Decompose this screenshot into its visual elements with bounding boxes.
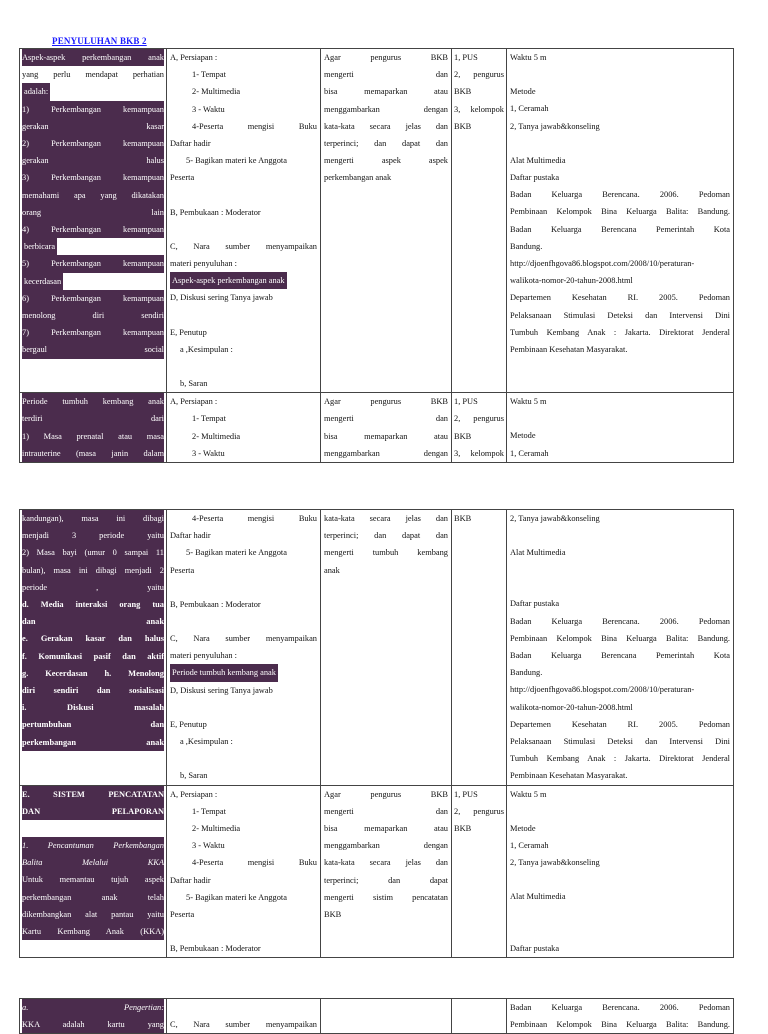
reference-line: Badan Keluarga Berencana Pemerintah Kota <box>510 224 730 234</box>
material-cell <box>20 510 167 786</box>
material-line: 3) Perkembangan kemampuan <box>22 169 164 186</box>
step-line: Daftar hadir <box>170 139 211 149</box>
objective-line: menggambarkan dengan <box>324 841 448 851</box>
step-line: 1- Tempat <box>192 414 226 424</box>
objective-cell <box>321 999 452 1034</box>
method-line: Alat Multimedia <box>510 892 566 902</box>
material-line: perkembangan anak <box>22 734 164 751</box>
material-line: menjadi 3 periode yaitu <box>22 527 164 544</box>
target-line: BKB <box>454 514 472 523</box>
material-line: d. Media interaksi orang tua <box>22 596 164 613</box>
objective-line: terperinci; dan dapat dan <box>324 139 448 149</box>
reference-line: Pembinaan Kelompok Bina Keluarga Balita: Bandung. <box>510 633 730 643</box>
reference-line: walikota-nomor-20-tahun-2008.html <box>510 276 633 286</box>
material-line: gerakan kasar <box>22 118 164 135</box>
method-line: Alat Multimedia <box>510 548 566 558</box>
material-cell <box>20 999 167 1034</box>
method-line: 2, Tanya jawab&konseling <box>510 121 600 131</box>
objective-cell <box>321 393 452 463</box>
method-line: Alat Multimedia <box>510 155 566 165</box>
activity-cell <box>167 785 321 958</box>
material-line: intrauterine (masa janin dalam <box>22 445 164 462</box>
objective-line: mengerti sistim pencatatan <box>324 892 448 902</box>
page-title: PENYULUHAN BKB 2 <box>52 36 147 46</box>
objective-line: mengerti dan <box>324 414 448 424</box>
step-line: b, Saran <box>180 771 208 781</box>
target-cell <box>452 393 507 463</box>
reference-line: Bandung. <box>510 668 543 678</box>
material-line: kecerdasan <box>22 273 164 290</box>
target-cell <box>452 49 507 393</box>
target-line: 2, pengurus <box>454 806 504 816</box>
objective-line: bisa memaparkan atau <box>324 824 448 834</box>
table-row <box>20 393 734 463</box>
material-line: orang lain <box>22 204 164 221</box>
reference-line: Badan Keluarga Berencana. 2006. Pedoman <box>510 1003 730 1012</box>
step-line: 5- Bagikan materi ke Anggota <box>186 892 287 902</box>
method-line: Waktu 5 m <box>510 789 547 799</box>
step-line: B, Pembukaan : Moderator <box>170 599 261 609</box>
method-cell <box>507 785 734 958</box>
objective-cell <box>321 49 452 393</box>
materi-highlight: Aspek-aspek perkembangan anak <box>170 272 317 289</box>
method-line: 2, Tanya jawab&konseling <box>510 858 600 868</box>
table-row <box>20 510 734 786</box>
reference-line: http://djoenfhgova86.blogspot.com/2008/10/peraturan- <box>510 259 695 269</box>
method-line: Waktu 5 m <box>510 53 547 62</box>
method-cell <box>507 49 734 393</box>
reference-line: http://djoenfhgova86.blogspot.com/2008/10/peraturan- <box>510 685 695 695</box>
material-line: i. Diskusi masalah <box>22 699 164 716</box>
material-line: Aspek-aspek perkembangan anak <box>22 49 164 66</box>
step-line: 4-Peserta mengisi Buku <box>192 121 317 131</box>
target-line: 2, pengurus <box>454 70 504 80</box>
method-line: 1, Ceramah <box>510 841 549 851</box>
reference-line: Pembinaan Kelompok Bina Keluarga Balita: Bandung. <box>510 207 730 217</box>
method-cell <box>507 510 734 786</box>
objective-line: kata-kata secara jelas dan <box>324 858 448 868</box>
target-cell <box>452 510 507 786</box>
step-line: B, Pembukaan : Moderator <box>170 207 261 217</box>
material-line: periode , yaitu <box>22 579 164 596</box>
method-line: Daftar pustaka <box>510 943 560 953</box>
objective-cell <box>321 510 452 786</box>
target-line: 3, kelompok <box>454 448 504 458</box>
objective-line: terperinci; dan dapat <box>324 875 448 885</box>
step-line: C, Nara sumber menyampaikan <box>170 241 317 251</box>
step-line: 3 - Waktu <box>192 104 225 114</box>
objective-line: Agar pengurus BKB <box>324 789 448 799</box>
method-line: Metode <box>510 87 536 97</box>
step-line: A, Persiapan : <box>170 397 218 407</box>
step-line: 5- Bagikan materi ke Anggota <box>186 156 287 166</box>
material-cell <box>20 785 167 958</box>
material-cell <box>20 49 167 393</box>
step-line: Daftar hadir <box>170 875 211 885</box>
method-line: Daftar pustaka <box>510 599 560 609</box>
step-line: 2- Multimedia <box>192 824 241 834</box>
step-line: Peserta <box>170 173 195 183</box>
step-line: A, Persiapan : <box>170 789 218 799</box>
material-line: Periode tumbuh kembang anak <box>22 393 164 410</box>
step-line: 4-Peserta mengisi Buku <box>192 514 317 523</box>
reference-line: Departemen Kesehatan RI. 2005. Pedoman <box>510 719 730 729</box>
method-line: Metode <box>510 431 536 441</box>
material-line: menolong diri sendiri <box>22 307 164 324</box>
material-line: terdiri dari <box>22 410 164 427</box>
step-line: B, Pembukaan : Moderator <box>170 944 261 954</box>
spacer <box>22 359 164 376</box>
activity-cell <box>167 999 321 1034</box>
step-line: C, Nara sumber menyampaikan <box>170 634 317 644</box>
reference-line: Badan Keluarga Berencana Pemerintah Kota <box>510 651 730 661</box>
material-line: a. Pengertian: <box>22 999 164 1016</box>
objective-line: Agar pengurus BKB <box>324 397 448 407</box>
step-line: E, Penutup <box>170 719 207 729</box>
material-line: memahami apa yang dikatakan <box>22 187 164 204</box>
material-line: kandungan), masa ini dibagi <box>22 510 164 527</box>
method-line: 2, Tanya jawab&konseling <box>510 514 600 523</box>
material-line: adalah: <box>22 83 164 100</box>
objective-line: mengerti tumbuh kembang <box>324 548 448 558</box>
target-cell <box>452 999 507 1034</box>
reference-line: Tumbuh Kembang Anak : Jakarta. Direktorat Jenderal <box>510 327 730 337</box>
method-line: 1, Ceramah <box>510 104 549 114</box>
objective-cell <box>321 785 452 958</box>
material-line: pertumbuhan dan <box>22 716 164 733</box>
method-line: Metode <box>510 823 536 833</box>
step-line: E, Penutup <box>170 327 207 337</box>
material-line: dan anak <box>22 613 164 630</box>
step-line: A, Persiapan : <box>170 53 218 62</box>
reference-line: Pembinaan Kesehatan Masyarakat. <box>510 771 628 781</box>
activity-cell <box>167 510 321 786</box>
step-line: 2- Multimedia <box>192 431 241 441</box>
objective-line: BKB <box>324 910 342 920</box>
material-line: bulan), masa ini dibagi menjadi 2 <box>22 562 164 579</box>
target-cell <box>452 785 507 958</box>
material-line: dikembangkan alat pantau yaitu <box>22 906 164 923</box>
activity-cell <box>167 393 321 463</box>
material-line: bergaul social <box>22 341 164 358</box>
target-line: BKB <box>454 121 472 131</box>
objective-line: bisa memaparkan atau <box>324 431 448 441</box>
step-line: C, Nara sumber menyampaikan <box>170 1020 317 1029</box>
reference-line: Tumbuh Kembang Anak : Jakarta. Direktorat Jenderal <box>510 754 730 764</box>
material-line: f. Komunikasi pasif dan aktif <box>22 648 164 665</box>
reference-line: Pembinaan Kelompok Bina Keluarga Balita: Bandung. <box>510 1020 730 1030</box>
step-line: 3 - Waktu <box>192 841 225 851</box>
method-cell <box>507 393 734 463</box>
step-line: a ,Kesimpulan : <box>180 737 233 747</box>
method-line: Daftar pustaka <box>510 173 560 183</box>
material-line: gerakan halus <box>22 152 164 169</box>
material-line: g. Kecerdasan h. Menolong <box>22 665 164 682</box>
material-line: yang perlu mendapat perhatian <box>22 70 164 80</box>
reference-line: Pembinaan Kesehatan Masyarakat. <box>510 345 628 355</box>
objective-line: mengerti dan <box>324 70 448 80</box>
materi-highlight: Periode tumbuh kembang anak <box>170 664 317 681</box>
material-line: DAN PELAPORAN <box>22 803 164 820</box>
step-line: 1- Tempat <box>192 70 226 80</box>
lesson-plan-table-1 <box>19 48 734 463</box>
reference-line: Pelaksanaan Stimulasi Deteksi dan Intervensi Dini <box>510 737 730 747</box>
material-line: 2) Perkembangan kemampuan <box>22 135 164 152</box>
step-line: a ,Kesimpulan : <box>180 344 233 354</box>
objective-line: menggambarkan dengan <box>324 104 448 114</box>
objective-line: terperinci; dan dapat dan <box>324 531 448 541</box>
step-line: 3 - Waktu <box>192 448 225 458</box>
objective-line: anak <box>324 565 340 575</box>
lesson-plan-table-3 <box>19 998 734 1034</box>
target-line: 1, PUS <box>454 53 478 62</box>
target-line: BKB <box>454 824 472 834</box>
method-line: 1, Ceramah <box>510 448 549 458</box>
target-line: BKB <box>454 87 472 97</box>
objective-line: Agar pengurus BKB <box>324 53 448 62</box>
material-line: 2) Masa bayi (umur 0 sampai 11 <box>22 544 164 561</box>
objective-line: menggambarkan dengan <box>324 448 448 458</box>
step-line: materi penyuluhan : <box>170 259 237 269</box>
step-line: Peserta <box>170 910 195 920</box>
reference-line: Badan Keluarga Berencana. 2006. Pedoman <box>510 190 730 200</box>
reference-line: Bandung. <box>510 241 543 251</box>
objective-line: perkembangan anak <box>324 173 392 183</box>
step-line: Peserta <box>170 565 195 575</box>
lesson-plan-table-2 <box>19 509 734 958</box>
table-row <box>20 49 734 393</box>
objective-line: mengerti dan <box>324 806 448 816</box>
target-line: 1, PUS <box>454 789 478 799</box>
table-row <box>20 785 734 958</box>
step-line: Daftar hadir <box>170 531 211 541</box>
activity-cell <box>167 49 321 393</box>
material-line: Untuk memantau tujuh aspek <box>22 871 164 888</box>
target-line: BKB <box>454 431 472 441</box>
table-row <box>20 999 734 1034</box>
objective-line: mengerti aspek aspek <box>324 156 448 166</box>
material-line: e. Gerakan kasar dan halus <box>22 630 164 647</box>
material-line: berbicara <box>22 238 164 255</box>
step-line: D, Diskusi sering Tanya jawab <box>170 685 273 695</box>
material-line: E. SISTEM PENCATATAN <box>22 786 164 803</box>
material-line: Kartu Kembang Anak (KKA) <box>22 923 164 940</box>
target-line: 1, PUS <box>454 397 478 407</box>
step-line: materi penyuluhan : <box>170 651 237 661</box>
objective-line: kata-kata secara jelas dan <box>324 514 448 523</box>
material-line: 4) Perkembangan kemampuan <box>22 221 164 238</box>
material-cell <box>20 393 167 463</box>
target-line: 3, kelompok <box>454 104 504 114</box>
material-line: Balita Melalui KKA <box>22 854 164 871</box>
reference-line: Departemen Kesehatan RI. 2005. Pedoman <box>510 293 730 303</box>
step-line: 5- Bagikan materi ke Anggota <box>186 548 287 558</box>
reference-line: Badan Keluarga Berencana. 2006. Pedoman <box>510 616 730 626</box>
material-line: diri sendiri dan sosialisasi <box>22 682 164 699</box>
material-line: KKA adalah kartu yang <box>22 1016 164 1033</box>
material-line: 7) Perkembangan kemampuan <box>22 324 164 341</box>
reference-line: Pelaksanaan Stimulasi Deteksi dan Intervensi Dini <box>510 310 730 320</box>
step-line: 1- Tempat <box>192 806 226 816</box>
target-line: 2, pengurus <box>454 414 504 424</box>
objective-line: bisa memaparkan atau <box>324 87 448 97</box>
material-line: 1) Perkembangan kemampuan <box>22 101 164 118</box>
material-line: 5) Perkembangan kemampuan <box>22 255 164 272</box>
method-cell <box>507 999 734 1034</box>
objective-line: kata-kata secara jelas dan <box>324 121 448 131</box>
step-line: b, Saran <box>180 379 208 389</box>
material-line: 1. Pencantuman Perkembangan <box>22 837 164 854</box>
method-line: Waktu 5 m <box>510 397 547 407</box>
step-line: 2- Multimedia <box>192 87 241 97</box>
step-line: 4-Peserta mengisi Buku <box>192 858 317 868</box>
material-line: perkembangan anak telah <box>22 889 164 906</box>
step-line: D, Diskusi sering Tanya jawab <box>170 293 273 303</box>
reference-line: walikota-nomor-20-tahun-2008.html <box>510 702 633 712</box>
material-line: 6) Perkembangan kemampuan <box>22 290 164 307</box>
material-line: 1) Masa prenatal atau masa <box>22 428 164 445</box>
